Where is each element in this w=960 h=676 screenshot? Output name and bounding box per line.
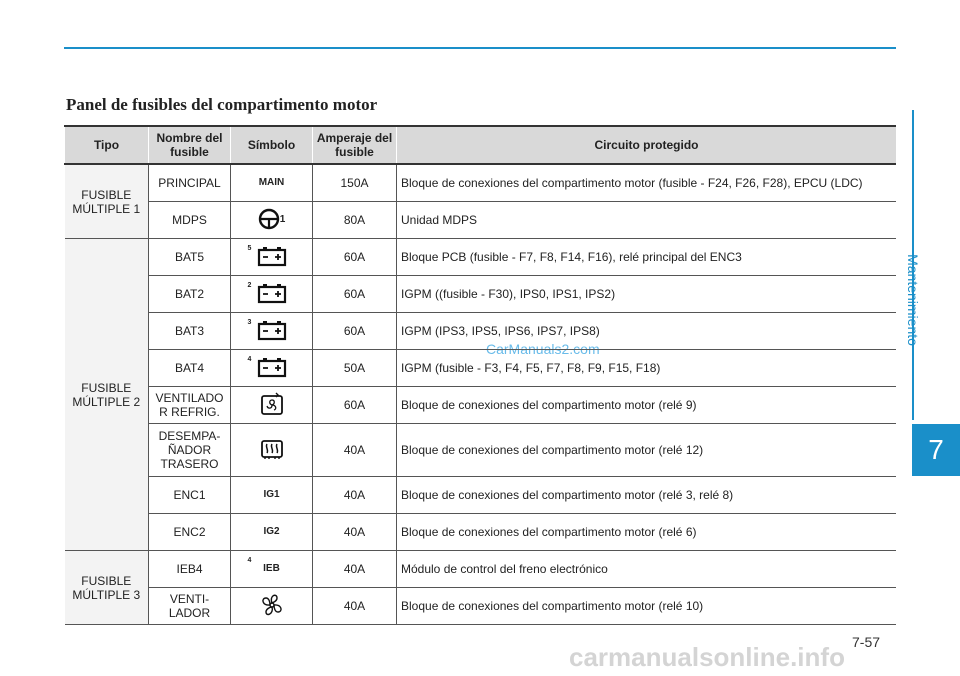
page-number: 7-57 (852, 634, 881, 650)
symbol-label: MAIN (258, 177, 285, 188)
protected-circuit: IGPM (fusible - F3, F4, F5, F7, F8, F9, F15, F18) (397, 350, 897, 387)
fuse-name: ENC1 (149, 477, 231, 514)
protected-circuit: Bloque de conexiones del compartimento motor (relé 12) (397, 424, 897, 477)
steering-wheel-icon (258, 208, 280, 233)
symbol-label: 1 (279, 214, 286, 225)
fuse-amperage: 80A (313, 202, 397, 239)
fuse-symbol (252, 390, 292, 420)
fuse-group-type: FUSIBLE MÚLTIPLE 2 (65, 239, 149, 551)
table-row (65, 350, 897, 387)
fuse-symbol (247, 316, 292, 346)
symbol-superscript: 4 (247, 356, 252, 363)
battery-icon (257, 282, 287, 307)
table-row (65, 477, 897, 514)
fuse-name: BAT3 (149, 313, 231, 350)
fuse-group-type: FUSIBLE MÚLTIPLE 3 (65, 551, 149, 625)
fuse-symbol-cell (231, 239, 313, 276)
fuse-name: VENTI- LADOR (149, 588, 231, 625)
fuse-symbol (247, 279, 292, 309)
protected-circuit: Bloque de conexiones del compartimento motor (relé 6) (397, 514, 897, 551)
fuse-symbol (252, 435, 292, 465)
fuse-symbol-cell (231, 202, 313, 239)
fuse-name: DESEMPA- ÑADOR TRASERO (149, 424, 231, 477)
protected-circuit: Bloque de conexiones del compartimento motor (relé 3, relé 8) (397, 477, 897, 514)
footer-watermark: carmanualsonline.info (569, 642, 845, 672)
header-simbolo: Símbolo (231, 126, 313, 164)
table-row (65, 239, 897, 276)
fuse-symbol-cell (231, 350, 313, 387)
side-section-label: Mantenimiento (905, 254, 921, 346)
fuse-name: BAT2 (149, 276, 231, 313)
fuse-name: PRINCIPAL (149, 164, 231, 202)
protected-circuit: Unidad MDPS (397, 202, 897, 239)
fuse-amperage: 40A (313, 551, 397, 588)
protected-circuit: Módulo de control del freno electrónico (397, 551, 897, 588)
protected-circuit: IGPM (IPS3, IPS5, IPS6, IPS7, IPS8) (397, 313, 897, 350)
table-row (65, 387, 897, 424)
fuse-amperage: 40A (313, 424, 397, 477)
fuse-symbol-cell (231, 477, 313, 514)
table-header-row (65, 126, 897, 164)
symbol-superscript: 5 (247, 245, 252, 252)
table-row (65, 551, 897, 588)
battery-icon (257, 245, 287, 270)
watermark: CarManuals2.com (486, 341, 600, 357)
fuse-symbol-cell (231, 514, 313, 551)
symbol-superscript: 2 (247, 282, 252, 289)
fuse-name: ENC2 (149, 514, 231, 551)
fuse-name: IEB4 (149, 551, 231, 588)
table-row (65, 588, 897, 625)
section-title: Panel de fusibles del compartimento motor (66, 95, 378, 114)
symbol-superscript: 3 (247, 319, 252, 326)
symbol-superscript: 4 (247, 557, 252, 564)
header-nombre: Nombre del fusible (149, 126, 231, 164)
fuse-symbol (252, 168, 292, 198)
fuse-amperage: 50A (313, 350, 397, 387)
fuse-name: MDPS (149, 202, 231, 239)
fuse-symbol (247, 242, 292, 272)
fuse-name: VENTILADO R REFRIG. (149, 387, 231, 424)
fuse-amperage: 60A (313, 387, 397, 424)
table-row (65, 424, 897, 477)
fuse-name: BAT5 (149, 239, 231, 276)
fuse-table (64, 125, 896, 625)
fuse-amperage: 40A (313, 588, 397, 625)
symbol-label: IG1 (263, 489, 280, 500)
chapter-tab: 7 (912, 424, 960, 476)
fuse-symbol (252, 591, 292, 621)
protected-circuit: IGPM ((fusible - F30), IPS0, IPS1, IPS2) (397, 276, 897, 313)
fuse-symbol-cell (231, 164, 313, 202)
rear-defroster-icon (260, 438, 284, 463)
protected-circuit: Bloque de conexiones del compartimento motor (relé 10) (397, 588, 897, 625)
table-row (65, 514, 897, 551)
protected-circuit: Bloque de conexiones del compartimento motor (fusible - F24, F26, F28), EPCU (LDC) (397, 164, 897, 202)
table-row (65, 164, 897, 202)
fuse-symbol (247, 554, 292, 584)
header-amperaje: Amperaje del fusible (313, 126, 397, 164)
fuse-symbol (247, 353, 292, 383)
protected-circuit: Bloque de conexiones del compartimento motor (relé 9) (397, 387, 897, 424)
fuse-amperage: 150A (313, 164, 397, 202)
protected-circuit: Bloque PCB (fusible - F7, F8, F14, F16), relé principal del ENC3 (397, 239, 897, 276)
fuse-symbol (252, 480, 292, 510)
fuse-amperage: 60A (313, 313, 397, 350)
table-row (65, 276, 897, 313)
fuse-symbol-cell (231, 387, 313, 424)
fuse-amperage: 40A (313, 514, 397, 551)
radiator-fan-icon (260, 392, 284, 419)
header-tipo: Tipo (65, 126, 149, 164)
fuse-symbol-cell (231, 313, 313, 350)
fuse-symbol (252, 205, 292, 235)
fan-icon (259, 592, 285, 621)
table-row (65, 202, 897, 239)
table-row (65, 313, 897, 350)
battery-icon (257, 319, 287, 344)
fuse-symbol-cell (231, 551, 313, 588)
top-rule (64, 47, 896, 49)
symbol-label: IEB (263, 563, 280, 574)
fuse-name: BAT4 (149, 350, 231, 387)
battery-icon (257, 356, 287, 381)
fuse-group-type: FUSIBLE MÚLTIPLE 1 (65, 164, 149, 239)
symbol-label: IG2 (263, 526, 280, 537)
header-circuito: Circuito protegido (397, 126, 897, 164)
fuse-amperage: 60A (313, 239, 397, 276)
fuse-amperage: 40A (313, 477, 397, 514)
fuse-symbol-cell (231, 588, 313, 625)
fuse-amperage: 60A (313, 276, 397, 313)
fuse-symbol-cell (231, 276, 313, 313)
fuse-symbol-cell (231, 424, 313, 477)
fuse-symbol (252, 517, 292, 547)
